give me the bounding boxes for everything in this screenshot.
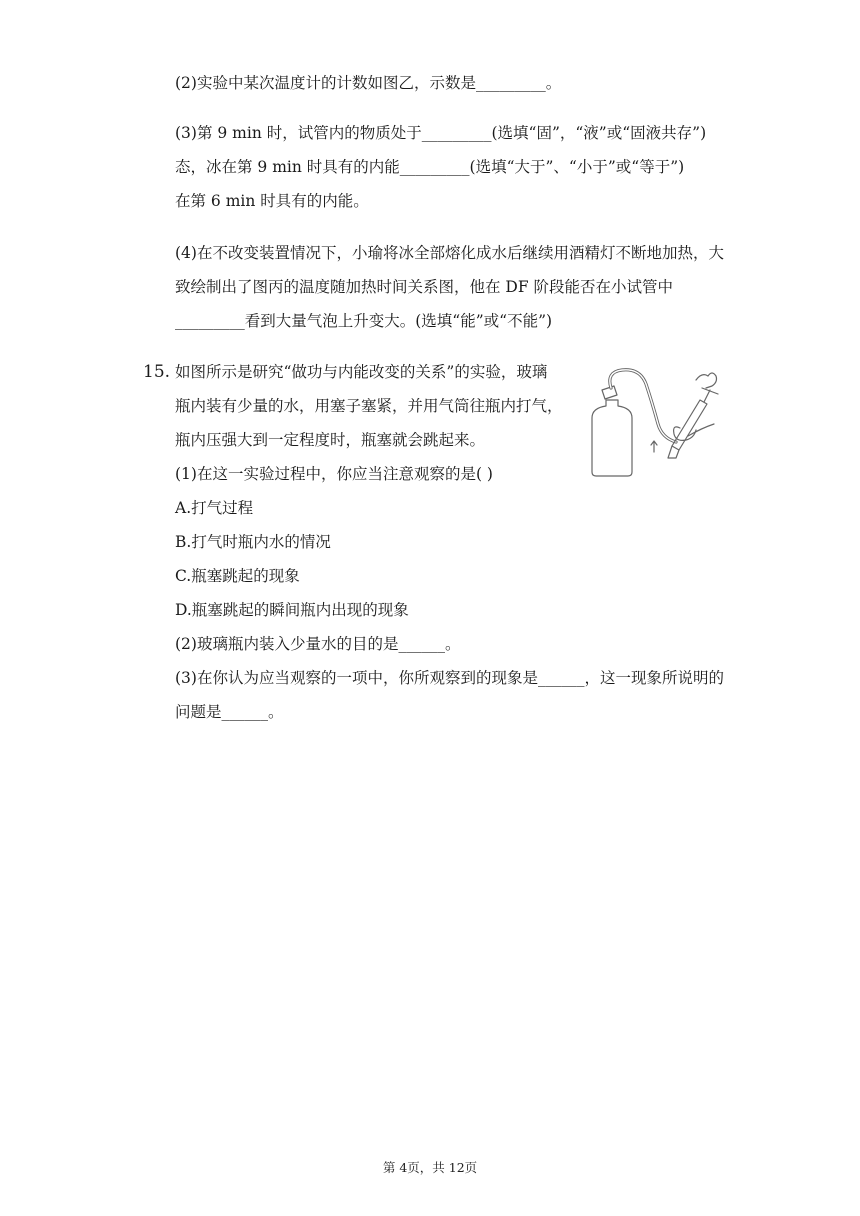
q15-part3-line2: 问题是______。	[175, 703, 284, 721]
page-footer: 第 4页，共 12页	[382, 1160, 478, 1175]
q15-part2: (2)玻璃瓶内装入少量水的目的是______。	[175, 635, 461, 653]
q15-option-a: A.打气过程	[175, 499, 254, 517]
q14-part4-line3: _________看到大量气泡上升变大。(选填“能”或“不能”)	[175, 312, 553, 330]
arrow-icon	[651, 441, 657, 452]
pump-handle	[702, 388, 718, 394]
q14-part4-line2: 致绘制出了图丙的温度随加热时间关系图，他在 DF 阶段能否在小试管中	[175, 278, 674, 296]
q14-part2: (2)实验中某次温度计的计数如图乙，示数是_________。	[175, 74, 562, 92]
q15-option-b: B.打气时瓶内水的情况	[175, 533, 331, 551]
q14-part3-line3: 在第 6 min 时具有的内能。	[175, 192, 369, 210]
q14-part3-line1: (3)第 9 min 时，试管内的物质处于_________(选填“固”，“液”或“固液共存”)	[175, 124, 707, 142]
q15-part3-line1: (3)在你认为应当观察的一项中，你所观察到的现象是______，这一现象所说明的	[175, 669, 724, 687]
q14-part4-line1: (4)在不改变装置情况下，小瑜将冰全部熔化成水后继续用酒精灯不断地加热，大	[175, 244, 724, 262]
pump-rod	[704, 390, 710, 402]
q15-option-d: D.瓶塞跳起的瞬间瓶内出现的现象	[175, 601, 409, 619]
q15-intro-line3: 瓶内压强大到一定程度时，瓶塞就会跳起来。	[175, 431, 486, 449]
glass-bottle	[592, 400, 632, 476]
q14-part3-line2: 态，冰在第 9 min 时具有的内能_________(选填“大于”、“小于”或“等于”)	[175, 158, 685, 176]
hand	[696, 373, 717, 388]
q15-number: 15.	[143, 362, 171, 382]
q15-intro-line2: 瓶内装有少量的水，用塞子塞紧，并用气筒往瓶内打气，	[175, 397, 563, 415]
q15-intro-line1: 如图所示是研究“做功与内能改变的关系”的实验，玻璃	[175, 363, 548, 381]
bottle-pump-figure	[584, 366, 724, 478]
q15-option-c: C.瓶塞跳起的现象	[175, 567, 300, 585]
q15-part1: (1)在这一实验过程中，你应当注意观察的是( )	[175, 465, 493, 483]
